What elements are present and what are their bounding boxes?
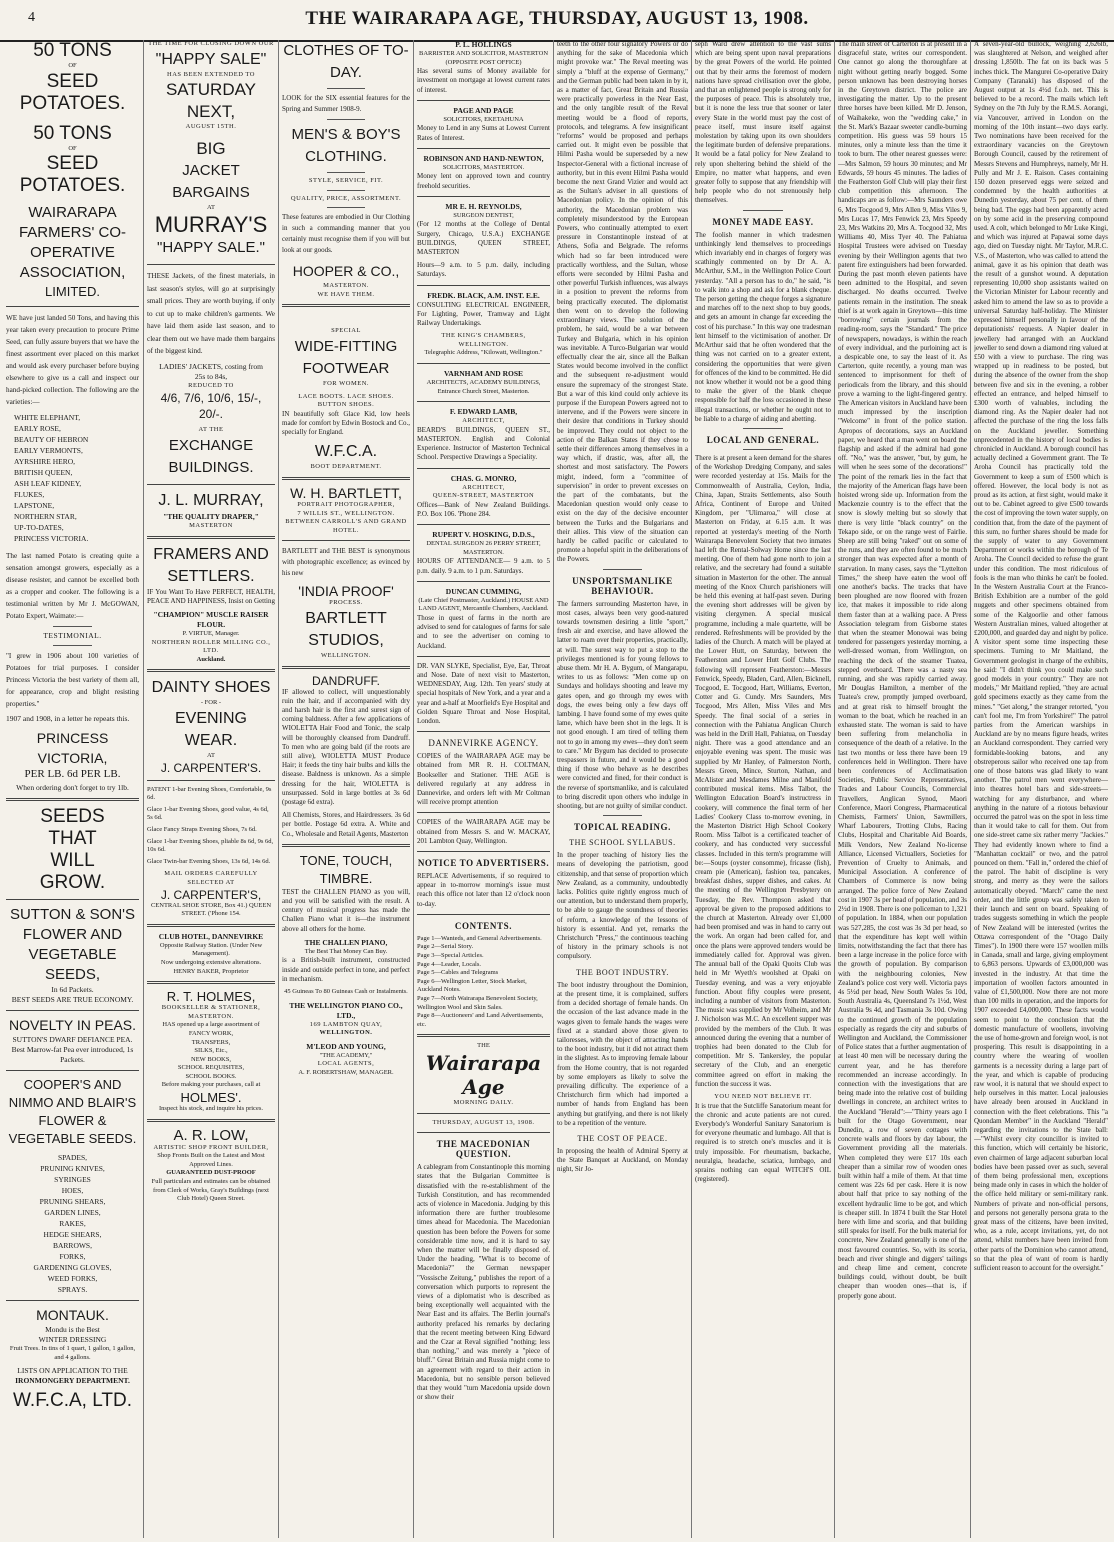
column-rule [143,40,144,1538]
ad-framers [147,544,275,665]
ad-body: THESE Jackets, of the finest materials, in last season's styles, will go at surprisingly small prices. They are worth buying, if only to cut up to make children's garments. We have laid them aside last season, and to clear them out we have made them bargains of the biggest kind. [147,272,275,356]
ad-body: Money lent on approved town and country freehold securities. [417,172,550,190]
list-item: Glace 1-bar Evening Shoes, good value, 4s 6d, 5s 6d. [147,805,269,822]
list-item: BARROWS, [53,1241,92,1251]
column-2 [147,40,275,1538]
advertiser-name: W.F.C.A, LTD. [13,1390,132,1412]
headline: THE CHALLEN PIANO, [304,937,388,947]
text: AT [207,203,215,211]
text: MASTERTON [189,522,233,530]
variety-list [6,412,139,544]
text: AT THE [198,426,224,434]
list-item: WEED FORKS, [47,1274,98,1284]
list-item: SYRINGES [54,1175,91,1185]
headline: BARTLETT STUDIOS, [305,609,387,649]
advertiser-name: MR E. H. REYNOLDS, [445,201,522,211]
text: AUGUST 15TH. [185,123,237,131]
text: 25s to 84s, [194,371,228,381]
headline: 'INDIA PROOF' [298,583,394,600]
text: Fruit Trees. In tins of 1 quart, 1 gallon, 1 gallon, and 4 gallons. [9,1345,136,1361]
ad-body: All Chemists, Stores, and Hairdressers. 3s 6d per bottle. Postage 6d extra. A. White and Co., Wholesale and Retail Agents, Masterton [282,811,410,838]
list-item: PRUNING SHEARS, [39,1197,106,1207]
advertiser-name: J. L. MURRAY, [158,492,264,510]
text: Mondu is the Best [45,1325,100,1335]
text: BUTTON SHOES. [317,401,375,409]
list-item: NEW BOOKS, [191,1055,231,1063]
text: 45 Guineas To 80 Guineas Cash or Instalments. [284,987,408,995]
text: "THE QUALITY DRAPER," [163,512,259,522]
advertiser-name: THE WELLINGTON PIANO CO., LTD., [289,1000,403,1020]
article-heading: THE MACEDONIAN QUESTION. [436,1139,531,1160]
column-8 [974,40,1108,1538]
text: When ordering don't forget to try 1lb. [16,783,129,793]
notice-body: COPIES of the WAIRARAPA AGE may be obtained from MR R. H. COLTMAN, Bookseller and Stationer. THE AGE is delivered regularly at any address in Dannevirke, and orders left with Mr Coltman will receive prompt attention [417,752,550,807]
card-van-slyke: DR. VAN SLYKE, Specialist, Eye, Ear, Throat and Nose. Date of next visit to Masterton, WEDNESDAY, Aug. 12th. Ten years' study at special hospitals of New York, and a year and a year and a-half at Moorfield's Eye Hospital and Golden Square Throat and Nose Hospital, London. [417,661,550,725]
headline: DAINTY SHOES [151,679,271,697]
card-hollings [417,40,550,95]
ad-seeds [6,806,139,1412]
column-5 [557,40,688,1538]
column-3 [282,40,410,1538]
headline: EVENING WEAR. [174,710,247,750]
list-item: EARLY ROSE, [14,424,61,434]
list-item: Glace Twin-bar Evening Shoes, 13s 6d, 14s 6d. [147,857,271,865]
article-body: The foolish manner in which tradesmen unthinkingly lend themselves to proceedings which invariably end in charges of forgery was scathingly commented on by Dr A. A. McArthur, S.M., in the Wellington Police Court yesterday. "All a person has to do," he said, "is to walk into a shop and ask for a blank cheque. The person getting the cheque forges a signature and marches off to the next shop to buy goods, and gets an amount in change far exceeding the cost of his purchase." In this way one tradesman lent himself to the victimisation of another. Dr McArthur said that he often wondered that the thing was not carried on to a greater extent, considering the opportunities that were given for offences of the kind to be committed. He did not know whether it would not be a good thing to make the giver of the blank cheque responsible for half the loss occasioned in these illegal transactions, or whether he ought not to be liable to a charge of aiding and abetting. [695,230,831,423]
ad-low [147,1127,275,1204]
headline: SUTTON & SON'S FLOWER AND VEGETABLE SEEDS, [9,906,136,984]
text: ARCHITECT, [462,483,505,491]
text: Opposite Railway Station. (Under New Management). [159,941,263,958]
list-item: SPADES, [57,1153,88,1163]
article-subheading: THE SCHOOL SYLLABUS. [569,838,676,848]
text: "THE ACADEMY," [319,1051,373,1059]
list-item: FANCY WORK, [188,1029,234,1037]
advertiser-name: J. CARPENTER'S. [160,760,262,775]
text: (Late Chief Postmaster, Auckland.) HOUSE AND LAND AGENT, Mercantile Chambers, Auckland. [418,596,549,613]
text: BOOKSELLER & STATIONER, MASTERTON. [161,1004,261,1020]
text: MASTERTON. [323,282,369,290]
text: HAS BEEN EXTENDED TO [167,70,255,78]
ad-footwear [282,327,410,472]
list-item: Page 6—Wellington Letter, Stock Market, Auckland Notes. [417,977,527,994]
list-item: HEDGE SHEARS, [43,1230,102,1240]
article-body: The main street of Carterton is at present in a disgraceful state, writes our correspondent. One cannot go along the thoroughfare at night without getting nearly bogged. Some person unknown has been destroying horses in the Greytown district. The police are investigating the matter. Up to the present three horses have been killed. Mr D. Jenson, of Waihakeke, won the "wedding cake," in the St. Mark's Bazaar sweeter candle-burning competition. His guess was 59 hours 15 minutes, only a minute less than the time it took to burn. The other nearest guesses were:—Mrs Salmon, 59 hours 30 minutes; and Mr Edwards, 59 hours 45 minutes. The ladies of the Featherston Golf Club will play their first club competition this afternoon. The handicaps are as follow:—Mrs Saunders owe 6, Mrs Tocgood 9, Mrs Allen 9, Miss Viles 9, Mrs Lucas 17, Mrs Fenwick 23, Mrs Speedy 23, Mrs Watkins 20, Mrs A. Tocgood 32, Mrs Williams 40, Miss Tyer 40. The Pahiatua Hospital Trustees were advised on Tuesday evening by their Wellington agents that two patent fire extinguishers had been forwarded. During the past month eleven patients have been admitted to the Hospital, and seven discharged. No deaths occurred. Twelve patients remain in the institution. The sneak thief is at work again in Greytown—this time "borrowing" certain journals from the reading-room, says the "Standard." The price of newspapers, nowadays, is within the reach of every individual, and the purloining act is a despicable one, to say the least of it. As Carterton, quite recently, a young man was sentenced to imprisonment for theft of periodicals from the library, and this should prove a warning to the light-fingered gentry. The American visitors in Auckland have been much impressed by the inscription "Welcome" in front of the police station. Apropos of decorations, says an Auckland paper, we heard that a man went on board the flagship and asked if the admiral had gone off. "No," was the answer, "but, by gum, he will when he sees some of the decorations!" The point of the remark lies in the fact that the majority of the American flags have been hoisted wrong side up. Information from the Mackenzie country is to the effect that the snow is slowly melting but so slowly that there is very little "black country" on the Tekapo side, or on the range west of Fairlie. Sheep are still being "raked" out on some of the runs, and they are often found to be much stronger than was expected after a month of starvation. In many cases, says the "Lyttelton Times," the sheep have eaten the wool off one another's backs. The tracks that have been ploughed are now floored with frozen ice, that makes it impossible to ride along them faster than at a walking pace. A Press Association telegram from Gisborne states that when the steamer Monowai was being tendered for passengers yesterday morning, a well-dressed woman, from Wellington, on reaching the deck of the steamer Tuatea, stepped overboard. There was a nasty sea running, and she was rapidly carried away. Mr Douglas Hamilton, a member of the Tuatea's crew, promptly jumped overboard, and at great risk to himself brought the woman to the boat, which he reached in an exhausted state. The woman is said to have been suffering from melancholia in consequence of the death of a relative. In the last two months or less there have been 19 conferences held in Wellington. There have been conferences of Acclimatisation Societies, Public Service Representatives, Trades and Labour Councils, Commercial Travellers, Anglican Synod, Maori Conference, Maori Congress, Pharmaceutical Chemists, Farmers' Union, Sawmillers, Wharf Labourers, Trotting Clubs, Racing Clubs, Hospital and Charitable Aid Boards, Milk Vendors, New Zealand No-license Alliance, Licensed Victuallers, Societies for Prevention of Cruelty to Animals, and Municipal Association. A conference of Chambers of Commerce is now being arranged. The police force of New Zealand cost in 1907 3s per head of population, and 3s 2½d in 1908. There is one policeman to 1,321 of population. In 1884, when our population was 527,285, the cost was 3s 3d per head, so that the expenditure has kept well within limits, notwithstanding the fact that there has been a large increase in the police force with the growth of population. By comparison with the neighbouring colonies, New Zealand's police cost very well. Victoria pays 4s 5½d per head, New South Wales 5s 10d, South Australia 4s, Queensland 7s 1½d, West Australia 9s 4d, and Tasmania 3s 10d. Owing to the continued growth of the population especially as regards the city and suburbs of Wellington and Auckland, the Commissioner of Police states that a further augmentation of at least 40 men will be necessary during the current year, and he has therefore recommended an increase accordingly. In connection with the investigations that are being made into the relative cost of building dwellings in concrete, an architect writes to the Auckland "Herald":—"Thirty years ago I built for the Otago Government, near Dunedin, a row of seven cottages with concrete walls and floors by day labour, the Government providing all the materials. When completed they were £17 10s each cheaper than a similar row of wooden ones built within half a mile of them. At that time cement was 22s 6d per cask. Here it is now about half that price to say nothing of the excellent hydraulic lime to be got, and which is cheaper still. In 1874 I built the Star Hotel here with lime and scoria, and that building still speaks for itself. For the bulk material for concrete, New Zealand generally is one of the most favoured countries. So, with its scoria, beach and river shingle and diggers' tailings and cheap lime and cement, concrete buildings could, without doubt, be built cheaper than wooden ones—that is, if properly gone about. [838,40,967,1300]
headline: TONE, TOUCH, TIMBRE. [299,852,393,886]
text: WE HAVE THEM. [317,290,375,298]
issue-date: THURSDAY, AUGUST 13, 1908. [432,1118,535,1126]
section-heading: DANNEVIRKE AGENCY. [428,738,539,749]
card-reynolds [417,202,550,280]
headline: MONTAUK. [36,1307,109,1324]
headline: SEED POTATOES. [19,70,126,114]
ad-body: IF allowed to collect, will unquestionably ruin the hair, and if accompanied with dry and harsh hair is the first and surest sign of coming baldness. After a few applications of WIOLETTA Hair Food and Tonic, the scalp will be thoroughly cleansed from Dandruff. To men who are going bald (if the roots are still alive), WIOLETTA MUST Produce Hair; it feeds the tiny hair bulbs and kills the disease. Baldness is unknown. As a simple dressing for the hair, WIOLETTA is unsurpassed. Sold in large bottles at 3s 6d (postage 6d extra). [282,687,410,806]
headline: CLOTHES OF TO-DAY. [283,42,409,81]
ad-body: LOOK for the SIX essential features for the Spring and Summer 1908-9. [282,94,410,113]
list-item: SCHOOL BOOKS. [185,1072,237,1080]
headline: "HAPPY SALE" [155,50,267,68]
text: CENTRAL SHOE STORE, Box 41.) QUEEN STREET. ('Phone 154. [150,901,272,918]
text: DENTAL SURGEON 26 PERRY STREET, MASTERTON. [426,540,541,556]
text: 1907 and 1908, in a letter he repeats this. [6,714,130,724]
masthead-title: THE WAIRARAPA AGE, THURSDAY, AUGUST 13, 1908. [305,8,809,29]
text: "CHAMPION" MUSCLE RAISER FLOUR. [153,610,269,630]
text: HAS opened up a large assortment of [162,1021,260,1029]
headline: MEN'S & BOY'S CLOTHING. [291,126,401,165]
ad-piano [282,852,410,1078]
list-item: PATENT 1-bar Evening Shoes, Comfortable, 9s 6d. [147,785,272,802]
article-body: In proposing the health of Admiral Sperry at the State Banquet at Auckland, on Monday night, Sir Jo- [557,1146,688,1174]
headline: FRAMERS AND SETTLERS. [153,545,269,585]
ad-dainty-shoes [147,677,275,918]
card-robinson [417,154,550,191]
advertiser-name: PAGE AND PAGE [453,105,514,115]
advertiser-name: WAIRARAPA FARMERS' CO-OPERATIVE ASSOCIATION, [18,204,127,282]
price: 4/6, 7/6, 10/6, 15/-, 20/-. [160,391,262,422]
advertiser-name: A. R. LOW, [173,1126,249,1144]
text: Inspect his stock, and inquire his prices. [159,1105,263,1113]
text: THE TIME FOR CLOSING DOWN OUR [148,40,274,47]
advertiser-name: W.F.C.A. [314,443,378,461]
advertiser-name: P. L. HOLLINGS [455,40,512,49]
notice-body: REPLACE Advertisements, if so required to appear in to-morrow morning's issue must reach this office not later than 12 o'clock noon to-day. [417,872,550,908]
article-heading: LOCAL AND GENERAL. [706,434,820,445]
ad-body: IN beautifully soft Glace Kid, low heels made for comfort by Edwin Bostock and Co., specially for England. [282,409,410,437]
card-cumming [417,587,550,651]
headline: 50 TONS [33,122,112,144]
section-heading: NOTICE TO ADVERTISERS. [417,858,550,869]
card-black [417,291,550,358]
card-varnham [417,369,550,396]
advertiser-name: DUNCAN CUMMING, [445,586,522,596]
list-item: Page 5—Cables and Telegrams [417,969,499,977]
ad-body: WE have just landed 50 Tons, and having this year taken every precaution to procure Prime Seed, can fully assure buyers that we have the finest assortment ever placed on this market and would ask every purchaser before buying elsewhere to give us a call and inspect our hand-picked collection. The following are the varieties:— [6,314,139,407]
list-item: EARLY VERMONTS, [14,446,83,456]
article-body: In the proper teaching of history lies the means of developing the patriotism, good citizenship, and that sense of proportion which New Zealand, as a community, undoubtedly lacks. Politics quite rightly engross much of our attention, but to understand them properly, to be able to gauge the soundness of theories of reform, a knowledge of the lessons of history is essential. And yet, remarks the Christchurch "Press," the continuous teaching of history in the primary schools is not compulsory. [557,851,688,961]
headline: MURRAY'S [154,212,268,238]
advertiser-name: R. T. HOLMES, [166,989,256,1005]
ad-body: These features are embodied in Our Clothing in such a commanding manner that you certainly must recognise them if you will but look at our goods. [282,213,410,255]
text: QUALITY, PRICE, ASSORTMENT. [290,194,402,202]
ad-body: (For 12 months at the College of Dental Surgery, Chicago, U.S.A.) EXCHANGE BUILDINGS, QUEEN STREET, MASTERTON [417,220,550,256]
section-heading: CONTENTS. [454,920,513,931]
column-rule [413,40,414,1538]
column-rule [691,40,692,1538]
column-rule [970,40,971,1538]
headline: EXCHANGE BUILDINGS. [168,437,254,477]
list-item: Page 2—Serial Story. [417,943,474,951]
list-item: BRITISH QUEEN, [14,468,73,478]
column-rule [553,40,554,1538]
article-heading: UNSPORTSMANLIKE BEHAVIOUR. [572,575,673,596]
page-number: 4 [28,10,35,25]
ad-body: IF You Want To Have PERFECT, HEALTH, PEACE AND HAPPINESS, Insist on Getting [147,587,275,605]
text: - FOR - [200,699,222,707]
text: BETWEEN CARROLL'S AND GRAND HOTEL. [285,518,407,534]
text: BARRISTER AND SOLICITOR, MASTERTON (OPPOSITE POST OFFICE) [418,50,549,66]
text: SPECIAL [331,327,361,335]
list-item: PRINCESS VICTORIA. [14,534,89,544]
article-subheading: THE BOOT INDUSTRY. [576,967,669,977]
contents-list [417,935,550,1030]
card-monro [417,474,550,520]
advertiser-name: FREDK. BLACK, A.M. INST. E.E. [427,290,540,300]
list-item: SCHOOL REQUISITES, [177,1064,245,1072]
headline: COOPER'S AND NIMMO AND BLAIR'S FLOWER & VEGETABLE SEEDS. [8,1077,137,1147]
text: LISTS ON APPLICATION TO THE [17,1366,128,1376]
text: SOLICITORS, EKETAHUNA [443,115,524,123]
advertiser-name: W. H. BARTLETT, [290,484,402,501]
text: PORTRAIT PHOTOGRAPHER, [297,500,395,508]
card-lamb [417,407,550,462]
ad-body: HOURS OF ATTENDANCE— 9 a.m. to 5 p.m. daily. 9 a.m. to 1 p.m. Saturdays. [417,557,550,575]
list-item: TRANSFERS, [191,1038,231,1046]
text: NORTHERN ROLLER MILLING CO., LTD. [151,638,271,655]
ad-body: TEST the CHALLEN PIANO as you will, and you will be satisfied with the result. A century of musical progress has made the Challen Piano what it is—the instrument above all others for the home. [282,887,410,933]
text: The Best That Money Can Buy. [304,947,388,955]
ad-body: CONSULTING ELECTRICAL ENGINEER, For Lighting, Power, Tramway and Light Railway Undertakings. [417,300,550,328]
text: MAIL ORDERS CAREFULLY SELECTED AT [164,870,258,886]
headline: SATURDAY NEXT, [165,80,257,122]
article-subheading: THE COST OF PEACE. [577,1133,668,1143]
list-item: Page 4—Leader, Locals. [417,960,481,968]
headline: SEED POTATOES. [19,153,126,197]
list-item: Glace Fancy Straps Evening Shoes, 7s 6d. [147,826,257,833]
column-1 [6,40,139,1538]
text: THE [477,1042,490,1050]
list-item: AYRSHIRE HERO, [14,457,75,467]
advertiser-name: RUPERT V. HOSKING, D.D.S., [432,530,535,540]
text: LADIES' JACKETS, costing from [159,361,263,371]
text: Full particulars and estimates can be obtained from Clerk of Works, Gray's Buildings (next Club Hotel) Queen Street. [151,1178,271,1203]
text: THE KING'S CHAMBERS, WELLINGTON. [441,332,526,348]
newspaper-nameplate: Wairarapa Age [425,1050,542,1099]
text: WINTER DRESSING [38,1335,107,1345]
text: IRONMONGERY DEPARTMENT. [15,1376,130,1386]
article-body: The boot industry throughout the Dominion, at the present time, it is complained, suffers from a decided shortage of female hands. On the occasion of the last advance made in the wages given to female hands the wages were fixed at a standard above those given to tailoresses, with the object of attracting hands to the boot industry, but it did not attract them in the slightest. As to improving female labour from the Home country, that is not regarded by some employers as likely to solve the prevailing difficulty. The experience of a Christchurch firm which had imported a number of hands from England has been anything but gratifying, and there is not likely to be a repetition of the venture. [557,980,688,1127]
ad-holmes [147,989,275,1114]
text: WELLINGTON. [321,651,371,659]
headline: DANDRUFF. [312,673,380,688]
advertiser-name: VARNHAM AND ROSE [443,369,524,378]
advertiser-name: F. EDWARD LAMB, [449,407,518,417]
article-body: It is true that the Sutcliffe Sanatorium meant for the chronic and acute patients are not cured. Everybody's Wonderful Sanitary Sanatorium is for everyone rheumatic and lumbago. All that is required is to stretch one's muscles and it is truly impossible. For rheumatism, backache, neuralgia, headache, sciatica, lumbago, and sprains nothing can equal WITCH'S OIL (registered). [695,1101,831,1184]
ad-happy-sale [147,40,275,531]
headline: WILL [50,850,95,872]
text: Auckland. [196,655,226,663]
ad-body: Money to Lend in any Sums at Lowest Current Rates of Interest. [417,124,550,142]
text: In 6d Packets. [51,985,94,995]
ad-body: "I grew in 1906 about 100 varieties of Potatoes for trial purposes. I consider Princess Victoria the best variety of them all, for appearance, crop and blight resisting properties." [6,652,139,709]
text: LOCAL AGENTS, [317,1060,375,1068]
masthead [0,6,1114,36]
card-page [417,106,550,143]
headline: BIG [196,138,226,158]
text: WELLINGTON. [319,1029,373,1037]
headline: 50 TONS [33,40,112,61]
article-body: seph Ward drew attention to the vast sums which are being spent upon naval preparations by the great Powers of the world. He pointed out that by their arms the foremost of modern nations have spread civilisation over the globe, and that an enlightened people is strong only for the purposes of peace. This is absolutely true, but it is none the less true that sooner or later every State in the world must pay the cost of peace itself, must insure itself against molestation by taking upon its own shoulders the legitimate burden of defensive preparations. It would be a fatal policy for New Zealand to rely upon sheltering behind the shield of the Empire, no matter what happens, and even greater folly to suppose that any friendship will help people who do not strenuously help themselves. [695,40,831,205]
text: SOLICITORS, MASTERTON. [442,163,525,171]
list-item: WHITE ELEPHANT, [14,413,81,423]
text: AT [207,752,215,760]
text: 169 LAMBTON QUAY, [309,1020,383,1028]
text: ARCHITECTS, ACADEMY BUILDINGS, Entrance Church Street, Masterton. [426,379,541,395]
notice-body: COPIES of the WAIRARAPA AGE may be obtained from Messrs S. and W. MACKAY, 201 Lambton Quay, Wellington. [417,818,550,845]
ad-club-hotel [147,932,275,976]
text: P. VIRTUE, Manager. [182,630,240,638]
list-item: Page 1—Wanteds, and General Advertisements. [417,934,542,942]
headline: GROW. [39,872,106,894]
headline: WIDE-FITTING FOOTWEAR [294,337,398,377]
text: BEST SEEDS ARE TRUE ECONOMY. [11,995,134,1005]
text: Before making your purchases, call at [161,1081,261,1089]
ad-body: Offices—Bank of New Zealand Buildings. P.O. Box 106. 'Phone 284. [417,500,550,518]
advertiser-name: HOOPER & CO., [292,263,400,280]
article-heading: MONEY MADE EASY. [712,216,814,227]
ad-clothes [282,40,410,299]
text: REDUCED TO [188,381,234,389]
price: PER LB. 6d PER LB. [24,768,121,781]
text: Best Marrow-fat Pea ever introduced, 1s Packets. [11,1045,134,1065]
text: 7 WILLIS ST., WELLINGTON. [297,509,395,517]
text: A. F. ROBERTSHAW, MANAGER. [298,1068,394,1076]
list-item: Glace 1-bar Evening Shoes, pliable 8s 6d, 9s 6d, 10s 6d. [147,837,274,854]
text: OF [68,62,77,69]
article-body: The farmers surrounding Masterton have, in most cases, always been very good-natured towards townsmen desiring a little "sport," fresh air and exercise, and have allowed the latter to roam over their properties, practically, at will. The surest way to put a stop to the privileges mentioned is for young fellows to abuse them. Mr H. A. Bygum, of Mangarapu, writes to us as follows: "Men come up on Sundays and holidays shooting and leave my gates open, and go through my ewes with dogs, the ewes being only a few days off lambing. I have found some of my ewes quite lame, which have been shot in the legs. It is not good enough. I am tired of telling them not to go in among my ewes—they don't seem to care." Mr Bygum has decided to prosecute trespassers in future, and it would be a good thing if those who behave as he describes were convicted and fined, for their conduct is the reverse of sportsmanlike, and is calculated to bring discredit upon others who indulge in shooting, but are not guilty of similar conduct. [557,599,688,811]
headline: PRINCESS VICTORIA, [36,730,109,767]
column-6 [695,40,831,1538]
list-item: HOES, [61,1186,84,1196]
list-item: GARDEN LINES, [44,1208,101,1218]
list-item: Page 3—Special Articles. [417,952,484,960]
ad-dandruff [282,674,410,839]
text: PROCESS. [329,599,363,607]
headline: THAT [48,828,97,850]
text: LIMITED. [45,284,100,300]
article-heading: TOPICAL READING. [574,822,671,833]
list-item: FORKS, [59,1252,86,1262]
advertiser-name: CHAS. G. MONRO, [450,473,517,483]
article-body: There is at present a keen demand for the shares of the Workshop Dredging Company, and sales were recorded yesterday at 15s. Mails for the Commonwealth of Australia, Ceylon, India, China, Japan, Straits Settlements, also South Africa, Continent of Europe and United Kingdom, per "Ulimaroa," will close at Masterton on Friday, at 6.15 a.m. It was reported at yesterday's meeting of the North Wairarapa Benevolent Society that two inmates had left the Rental-Solway Home since the last meeting. One of them had gone north to join a relative, and the secretary had found a suitable situation in Masterton for the other. The annual meeting of the Knox Church parishioners will be held this evening at half-past seven. During the evening short addresses will be given by visiting clergymen. A special musical programme, including a male quartette, will be rendered. Refreshments will be provided by the ladies of the Church. A match will be played at the Lower Hutt, on Saturday, between the Featherston and Lower Hutt Golf Clubs. The following will represent Featherston:—Messrs Fenwick, Speedy, Bladen, Card, Allen, Bicknell, Tocgood, E. Tocgood, Hart, Williams, Everton, Cotter and G. Cundy. Mrs Saunders, Mrs Tocgood, Mrs Allen, Miss Viles and Mrs Speedy. The final social of a series in connection with the Pahiatua Anglican Church was held in the Drill Hall, Pahiatua, on Tuesday night. There was a good attendance and an enjoyable evening was spent. The music was supplied by Mr Hanley, of Palmerston North, Messrs Green, Mince, Sturton, Nathan, and McAlister and Mesdames Milne and Manifold contributed musical items. Miss Talbot, the Wellington Education Board's instructress in cookery, will commence the final term of her Ladies' Cookery Class to-morrow evening, in the Masterton District High School Cookery Room. Miss Talbot is a certificated teacher of cookery, and has conducted very successful classes. Included in this term's programme will be:—Soups (oyster consomme), fricasse (fish), cream pie (American), fashion tea, pancakes, breakfast dishes, supper dishes, and cakes. At the meeting of the Wellington Presbytery on Tuesday, the Rev. Thompson asked that approval be given to the proposed additions to the church at Masterton. Already over £1,000 had been promised and was in hand to carry out the work. An organ had been called for, and once the plans were approved tenders would be immediately called for. Approval was given. The annual ball of the Opaki Quoits Club was held in Mr Wyeth's woolshed at Opaki on Tuesday evening, and was a very enjoyable function. About fifty couples were present, including a number of visitors from Masterton. The music was supplied by Mr Volheim, and Mr J. Nicholson was M.C. An excellent supper was provided by the members of the Club. It was announced during the evening that a number of trophies had been donated to the Club for competition. Mr S. Tankersley, the popular secretary of the Club, and an energetic committee agreed on effort in making the function the success it was. [695,453,831,1088]
headline: NOVELTY IN PEAS. [8,1017,137,1034]
text: HENRY BAKER, Proprietor [173,967,249,975]
ad-body: Those in quest of farms in the north are advised to send for catalogues of farms for sale and to see the advertiser on coming to Auckland. [417,613,550,650]
article-subheading: YOU NEED NOT BELIEVE IT. [714,1092,812,1100]
ad-body: The last named Potato is creating quite a sensation amongst growers, especially as a disease resister, and cannot be excelled both as a cropper and cooker. The following is a testimonial written by Mr J. McGOWAN, Potato Expert, Waimate:— [6,552,139,621]
advertiser-name: ROBINSON AND HAND-NEWTON, [423,153,544,163]
card-hosking [417,530,550,576]
column-rule [834,40,835,1538]
article-body: A seven-year-old bullock, weighing 2,626lb, was slaughtered at Nelson, and weighed after dressing 1,850lb. The fat on its back was 5 inches thick. The Mangurei Co-operative Dairy Company (Taranaki) has disposed of the August output at 1s 4½d f.o.b. net. This is believed to be a record. The mails which left Sydney on the 7th July by the R.M.S. Aorangi, via Vancouver, arrived in London on the morning of the 10th instant—two days early. Two nominations have been received for the extraordinary vacancies on the Greytown Borough Council, caused by the retirement of Messrs Stevens and Humphreys, namely, Mr H. Pully and Mr J. E. Raison. Cases containing 150 dozen preserved eggs were seized and condemned by the health authorities at Dunedin yesterday, about 75 per cent. of them being bad. The eggs had been apparently acted on by some acid in the preserving compound used. A colt, which belonged to Mr Luke Kingi, and which was injured at Papawai some days ago, died on Tuesday night. Mr Taylor, M.R.C. V.S., of Masterton, who was called to attend the animal, gave it as his opinion that death was the result of a gunshot wound. A deputation representing 10,000 shop assistants waited on the Victorian Minister for Labour recently and asked him to amend the law so as to provide a universal Saturday half-holiday. The Minister expressed himself personally in favour of the deputationists' requests. A Napier dealer in jewellery had arranged with an Auckland jeweller to send down a diamond ring valued at £50 with a view to purchase. The ring was wrapped up in readiness to be posted, but during the absence of the owner from the shop between five and six in the evening, a robber effected an entrance, and helped himself to £300 worth of valuables, including the diamond ring. As the Napier dealer had not affected the purchase of the ring the loss falls on the Auckland jeweller. Something unprecedented in the history of local bodies is chronicled in Auckland. A borough council has actually declined a Government grant. The Te Aroha Council has practically told the Government to keep a sum of £500 which is offered. However, the local body is not as proud as its action, at first sight, would make it out to be. Cabinet agreed to give £500 towards the cost of improving the town water supply, on condition that, from the date of the payment of this sum, no further shares should be made for the supply of water to any Government Department or works within the borough of Te Aroha. The Council decided to refuse the grant under this condition. The most ridiculous of fools is the man who thinks he can't be fooled. In the Western Australia Court at the Franco-British Exhibition are a number of the gold nuggets and other specimens obtained from some of the Kalgoorlie and other famous Western Australian mines, valued altogether at £200,000, and guarded day and night by police. A visitor spent some time inspecting these specimens. Turning to Mr Maitland, the Government geologist in charge of the exhibits, he said: "I didn't think you could make such good models in your country." They are not models," Mr Maitland replied, "they are actual gold specimens exactly as they came from the mines." "Get along," the stranger retorted, "you can't fool me, I'm from Yorkshire!" The patrol parties from the American warships in Auckland are by no means figure heads, writes an Auckland correspondent. They carried very formidable-looking batons, and any obstreperous sailor who received one tap from one of those batons was glad likely to want another. The patrol men went everywhere—into theatres hotel bars and side-streets—watching for any disturbance, and where anything in the nature of a riotous behaviour occurred the patrol was on the spot in less time than it would take to call for them. Out from one side-street came six rather merry "Jackies." They had evidently known where to find a "Manhattan cocktail" or two, and the patrol pounced on them. "Fall in," ordered the chief of the patrol. The habit of discipline is very strong, and merry as they were the sailors automatically obeyed. "March" came the next order, and the little group was safely taken to their launch and sent on board. Speaking of trades suggests something in which the people of New Zealand will be interested (writes the Ottawa correspondent of the "Otago Daily Times"). In 1900 there were 157 woollen mills in Canada, small and large, giving employment to 6,863 persons. Upwards of £3,000,000 was invested in the industry. At that time the importation of woollen factors amounted in value of £1,500,000. Now there are not more than 100 mills in operation, and the imports for 1907 exceeded £4,000,000. These facts would seem to point to the conclusion that the domestic manufacture of woollens, involving the use of home-grown and foreign wool, is not prospering. This result is disappointing in a country where the wearing of woollen garments is a necessity during a large part of the year, and which is capable of producing raw wool, it is natural that we should expect to help ourselves in this matter. Local jealousies have already been aroused in Auckland in connection with the fleet celebrations. This "a Quondam Member" in the Auckland "Herald" regarding the invitations to the State ball:—"Whilst every city councillor is invited to this function, which will certainly be historic, even chairmen of large adjacent suburban local bodies have been passed over as such, several of them being professional men, exceptions being made only in cases in which the holder of the office held military or semi-military rank. Numbers of private and non-official persons, and persons not generally persona grata to the great mass of the citizens, have been invited, who, as a rule, accept invitations, yet, do not attend, whilst numbers have been invited from other parts of the Dominion who cannot attend, so that the plea of want of room is hardly sufficient reason to account for the oversight." [974,40,1108,1273]
text: OF [68,144,77,152]
text: FOR WOMEN. [322,379,370,387]
text: BOOT DEPARTMENT. [310,463,382,471]
list-item: LAPSTONE, [14,501,55,511]
ad-seed-potatoes [6,40,139,793]
advertiser-name: HOLMES'. [180,1090,242,1106]
text: Shop Fronts Built on the Latest and Most Approved Lines. [157,1152,265,1168]
list-item: SPRAYS. [57,1285,88,1295]
advertiser-name: J. CARPENTER'S, [160,887,262,902]
list-item: ASH LEAF KIDNEY, [14,479,82,489]
list-item: NORTHERN STAR, [14,512,77,522]
list-item: SILKS, Etc., [194,1047,228,1055]
text: SURGEON DENTIST, [453,211,514,219]
text: STYLE, SERVICE, FIT. [308,177,384,184]
ad-body: Has several sums of Money available for investment on mortgage at lowest current rates of interest. [417,67,550,94]
text: SUTTON'S DWARF DEFIANCE PEA. [12,1035,133,1045]
ad-body: Hours—9 a.m. to 5 p.m. daily, including Saturdays. [417,261,550,279]
column-4 [417,40,550,1538]
article-body: teeth to the other four signatory Powers or do anything for the sake of Macedonia which might provoke war." The Reval meeting was simply a "bluff at the expense of Germany," and the German public had been taken in by it, as a matter of fact, Great Britain and Russia were practically powerless in the Near East, and the only tangible result of the Reval meeting would be a flood of reports, protocols, and telegrams. A few insignificant "reforms" would be proposed and perhaps carried out. It might even be possible that Hilmi Pasha would be superseded by a new Inspector-General with a fictional increase of authority, but in this event Hilmi Pasha would become the next Grand Vizier and would act as the Sultan's adviser in all questions of Macedonian policy. In the opinion of this authority, the Macedonian problem was completely misunderstood by the European Powers, who continually attempted to exert pressure in Constantinople instead of at Athens, Sofia and Belgrade. The reforms which had so far been introduced were practically worthless, and the Sultan, whose efforts were seconded by Hilmi Pasha and other powerful Turkish influences, was always in a position to prevent the reforms from being practically executed. The diplomatist then went on to develop the following extraordinary views. The solution of the problem, he said, would be a war between Turkey and Bulgaria, which in his opinion was inevitable. A Turco-Bulgarian war would effectually clear the air, since all the Balkan States would become involved in the conflict and the subsequent re-adjustment would ensure the supremacy of the strongest State. But a war of this kind could only achieve its purpose if the European Powers agreed not to intervene, and if the Powers were sincere in their desire that conditions in Turkey should be improved. They could not object to the action of the Balkan States if they chose to settle their differences among themselves in a way which, if drastic, was, after all, the shortest and most satisfactory. The Powers might, indeed, form a "committee of supervision" in order to prevent excesses on the part of the combatants, but the Macedonian question would only cease to exist on the day of the decisive encounter between the Turks and the Bulgarians and their allies. This view of the situation can hardly be called pacific or calculated to promote a hopeful spirit in the deliberations of the Powers. [557,40,688,564]
headline: JACKET BARGAINS [172,161,250,201]
list-item: Page 8—Auctioneers' and Land Advertisements, etc. [417,1012,544,1028]
ad-bartlett [282,485,410,661]
ad-body: BEARD'S BUILDINGS, QUEEN ST., MASTERTON. English and Colonial Experience. Instructor of Masterton Technical School. Perspective Drawings a Speciality. [417,425,550,462]
ad-body: BARTLETT and THE BEST is synonymous with photographic excellence; as evinced by his new [282,547,410,578]
list-item: UP-TO-DATES, [14,523,64,533]
list-item: BEAUTY OF HEBRON [14,435,89,445]
list-item: RAKES, [59,1219,86,1229]
headline: CLUB HOTEL, DANNEVIRKE [158,931,264,941]
list-item: PRUNING KNIVES, [40,1164,105,1174]
article-body: A cablegram from Constantinople this morning states that the Bulgarian Committee is dissatisfied with the re-establishment of the Turkish Constitution, and has recommended acts of violence in Macedonia. Judging by this information there are further troublesome times ahead for Macedonia. The Macedonian question has been before the Powers for some considerable time now, and it is hard to say when the matter will be finally disposed of. Under the heading, "What is to become of Macedonia?" the German newspaper "Vossische Zeitung," publishes the report of a conversation which purports to represent the views of a diplomatist who is described as being exceptionally well acquainted with the Near East and its affairs. The Berlin journal's authority prefaced his remarks by declaring that the recent meeting between King Edward and the Czar at Reval signified "nothing; less than nothing," and was merely a "piece of bluff." Great Britain and Russia might come to an agreement with regard to their action in Macedonia, but no sensible person believed that they would "turn Macedonia upside down or show their [417,1163,550,1402]
headline: "HAPPY SALE." [157,239,265,257]
column-7 [838,40,967,1538]
headline: SEEDS [40,806,105,828]
ad-body: is a British-built instrument, constructed inside and outside perfect in tone, and perfect in mechanism. [282,956,410,983]
text: ARTISTIC SHOP FRONT BUILDER, [153,1143,269,1151]
text: Telegraphic Address, "Kilowatt, Wellington." [424,349,543,357]
text: GUARANTEED DUST-PROOF [166,1169,256,1177]
text: LACE BOOTS. LACE SHOES. [298,392,394,400]
text: MORNING DAILY. [453,1098,514,1106]
list-item: GARDENING GLOVES, [33,1263,112,1273]
text: Now undergoing extensive alterations. [160,958,262,966]
text: QUEEN-STREET, MASTERTON [432,492,535,500]
subheading: TESTIMONIAL. [43,631,102,641]
column-rule [278,40,279,1538]
list-item: FLUKES, [14,490,45,500]
list-item: Page 7—North Wairarapa Benevolent Society, Wellington Wool and Skin Sales. [417,995,538,1011]
text: M'LEOD AND YOUNG, [306,1041,386,1051]
text: ARCHITECT, [462,417,505,425]
